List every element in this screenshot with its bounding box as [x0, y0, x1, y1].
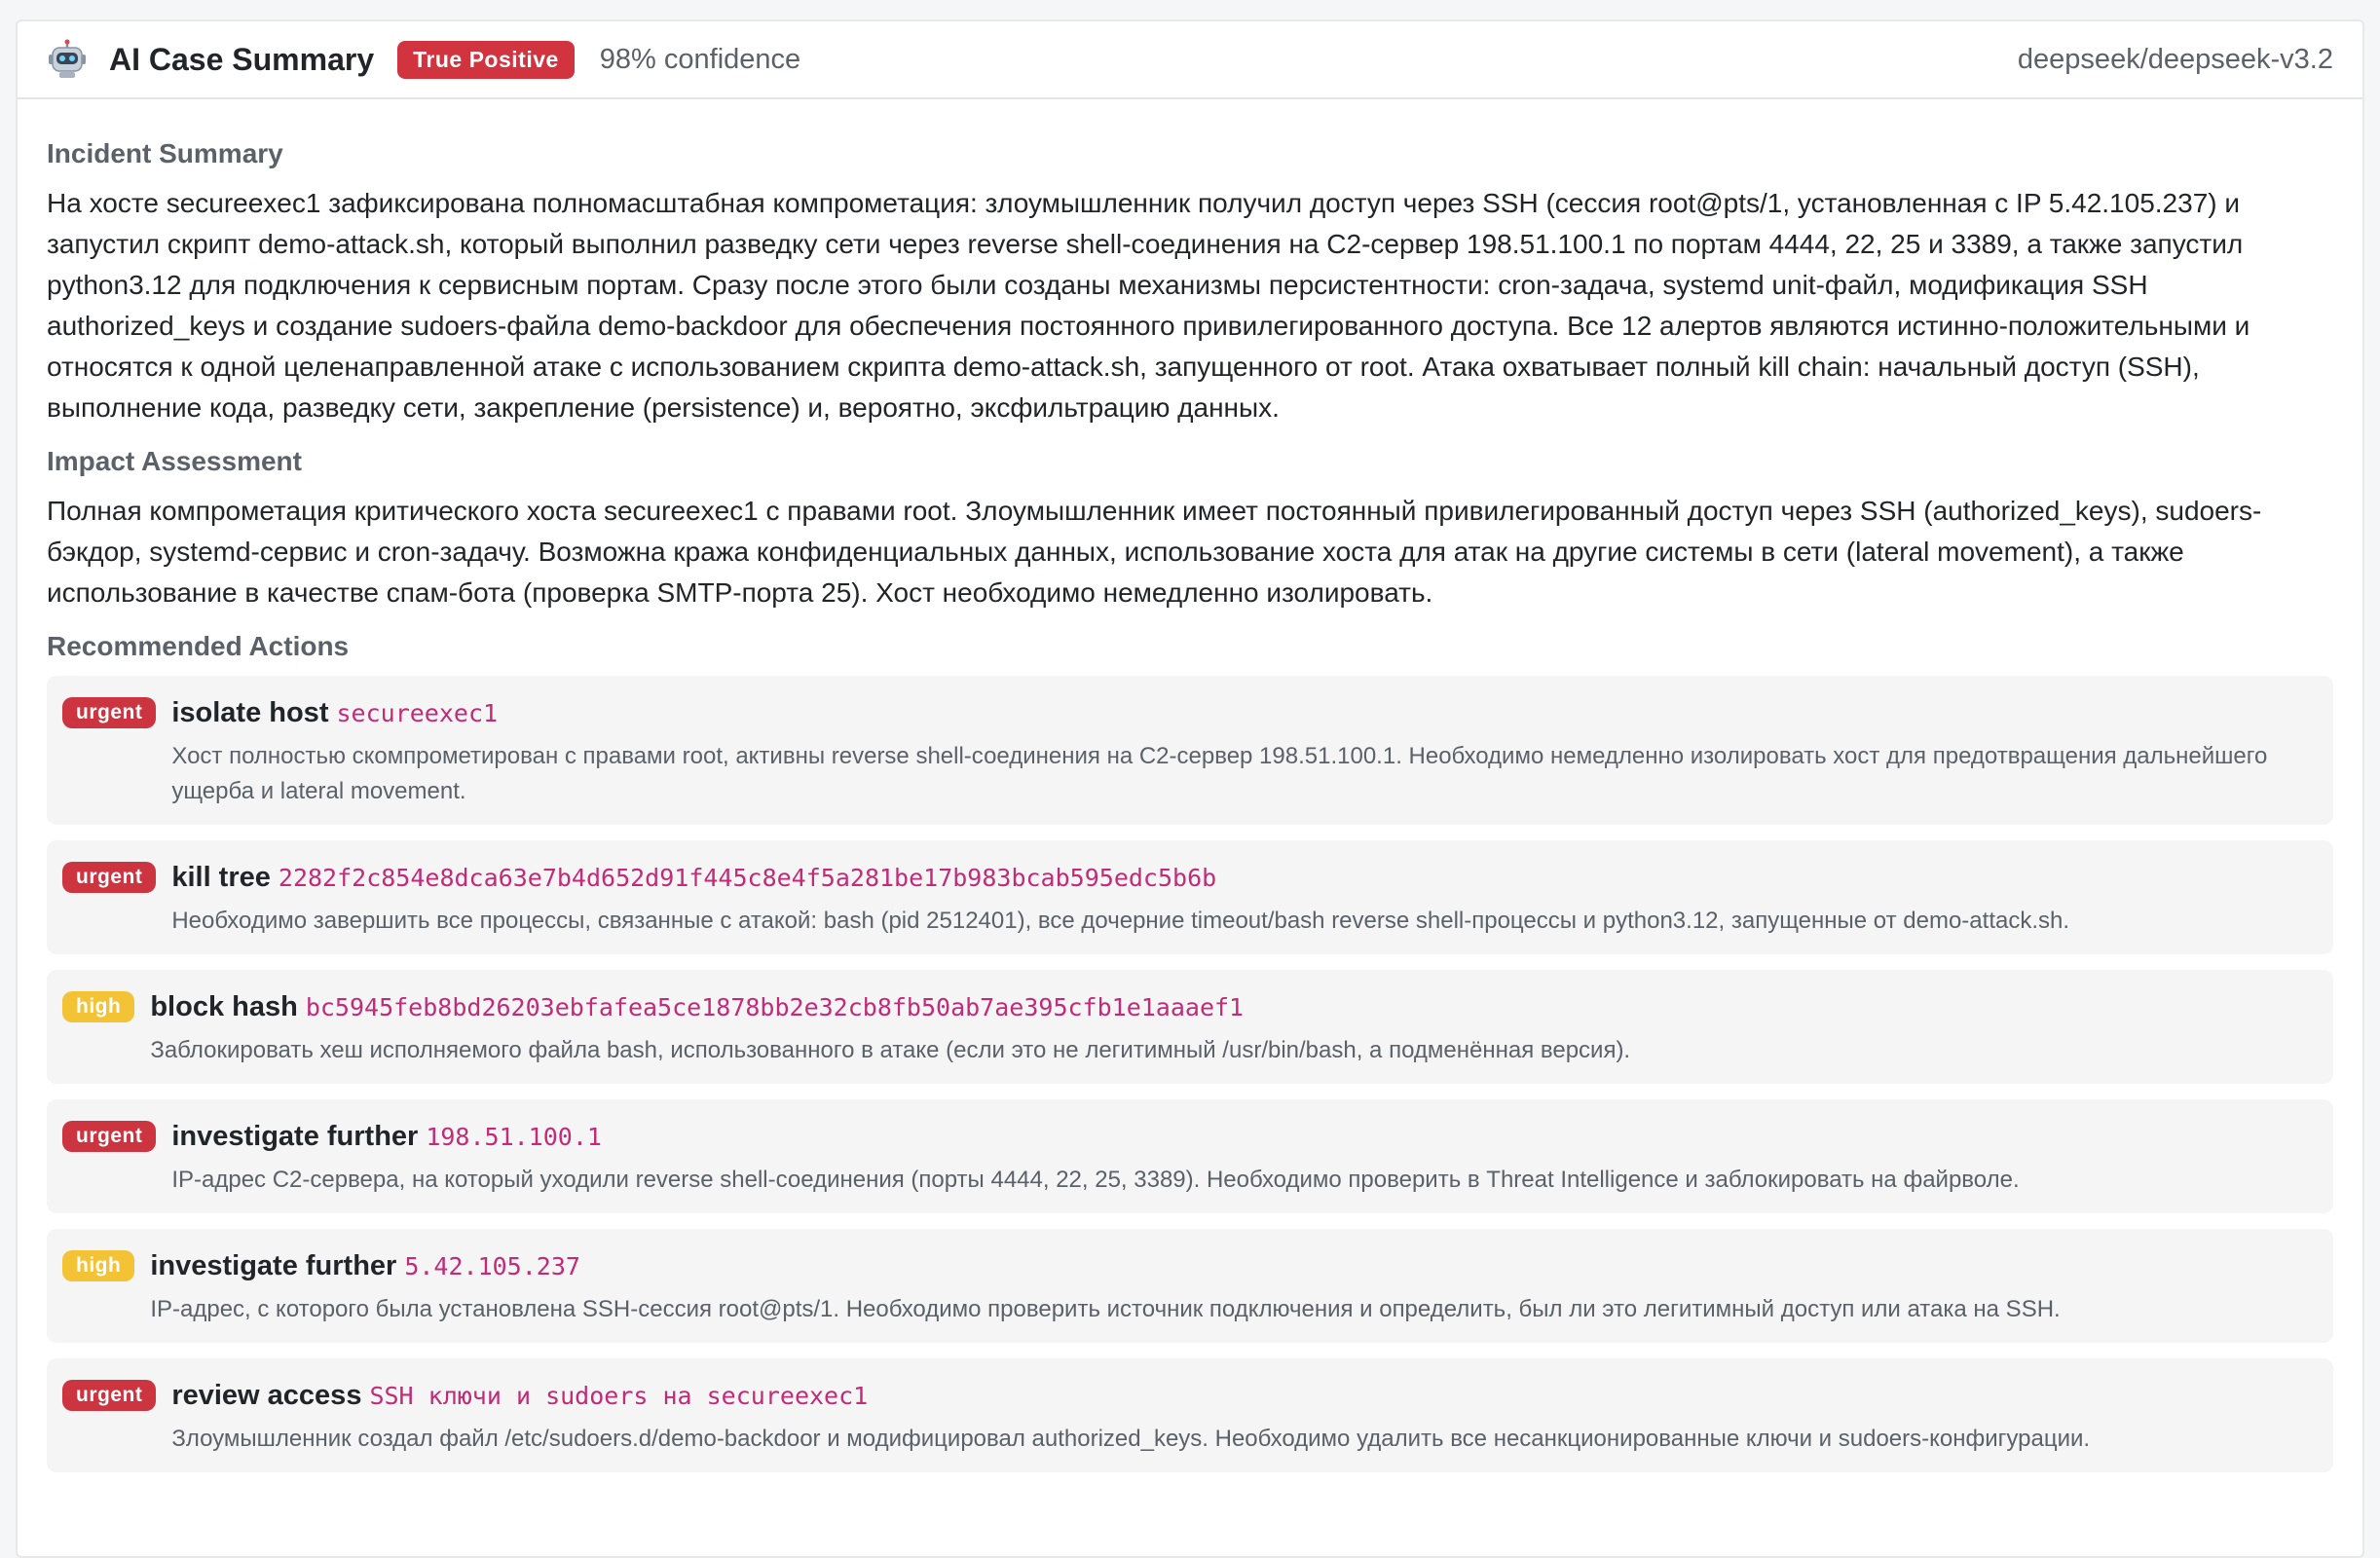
- priority-badge: urgent: [62, 1380, 156, 1411]
- priority-badge: high: [62, 991, 134, 1022]
- verdict-badge: True Positive: [397, 41, 575, 79]
- action-item: [47, 1229, 2333, 1343]
- action-header: [171, 858, 2318, 898]
- action-header: [171, 1117, 2318, 1157]
- action-header: [150, 987, 2318, 1027]
- action-item: [47, 1358, 2333, 1472]
- action-item: [47, 970, 2333, 1084]
- action-header: [150, 1246, 2318, 1286]
- action-body: [171, 693, 2318, 809]
- action-item: [47, 676, 2333, 825]
- action-description: Необходимо завершить все процессы, связанные с атакой: bash (pid 2512401), все дочерние timeout/bash reverse shell-процессы и python3.12, запущенные от demo-attack.sh.: [171, 908, 2070, 934]
- action-body: [150, 1246, 2318, 1327]
- action-type: isolate host: [171, 697, 329, 728]
- priority-badge: urgent: [62, 697, 156, 728]
- impact-assessment-text: Полная компрометация критического хоста secureexec1 с правами root. Злоумышленник имеет постоянный привилегированный доступ через SSH (authorized_keys), sudoers-бэкдор, systemd-сервис и cron-задачу. Возможна кража конфиденциальных данных, использование хоста для атак на другие системы в сети (lateral movement), а также использование в качестве спам-бота (проверка SMTP-порта 25). Хост необходимо немедленно изолировать.: [47, 496, 2262, 608]
- priority-badge: high: [62, 1250, 134, 1281]
- action-type: investigate further: [150, 1250, 397, 1281]
- action-body: [171, 1117, 2318, 1198]
- action-target: bc5945feb8bd26203ebfafea5ce1878bb2e32cb8fb50ab7ae395cfb1e1aaaef1: [305, 993, 1245, 1021]
- panel-title: AI Case Summary: [109, 41, 375, 77]
- action-header: [171, 693, 2318, 733]
- panel-header: [18, 21, 2362, 99]
- confidence-label: 98% confidence: [599, 43, 801, 75]
- ai-case-summary-panel: [16, 19, 2364, 1558]
- action-target: SSH ключи и sudoers на secureexec1: [369, 1382, 869, 1410]
- action-target: 5.42.105.237: [404, 1252, 580, 1280]
- action-item: [47, 1099, 2333, 1213]
- incident-summary-text: На хосте secureexec1 зафиксирована полномасштабная компрометация: злоумышленник получил доступ через SSH (сессия root@pts/1, установленная с IP 5.42.105.237) и запустил скрипт demo-attack.sh, который выполнил разведку сети через reverse shell-соединения на C2-сервер 198.51.100.1 по портам 4444, 22, 25 и 3389, а также запустил python3.12 для подключения к сервисным портам. Сразу после этого были созданы механизмы персистентности: cron-задача, systemd unit-файл, модификация SSH authorized_keys и создание sudoers-файла demo-backdoor для обеспечения постоянного привилегированного доступа. Все 12 алертов являются истинно-положительными и относятся к одной целенаправленной атаке с использованием скрипта demo-attack.sh, запущенного от root. Атака охватывает полный kill chain: начальный доступ (SSH), выполнение кода, разведку сети, закрепление (persistence) и, вероятно, эксфильтрацию данных.: [47, 188, 2250, 423]
- recommended-actions-heading: Recommended Actions: [47, 631, 350, 661]
- robot-icon: [47, 39, 88, 80]
- action-description: Хост полностью скомпрометирован с правами root, активны reverse shell-соединения на C2-сервер 198.51.100.1. Необходимо немедленно изолировать хост для предотвращения дальнейшего ущерба и lateral movement.: [171, 743, 2268, 804]
- action-type: investigate further: [171, 1121, 419, 1152]
- action-header: [171, 1376, 2318, 1416]
- action-description: IP-адрес C2-сервера, на который уходили reverse shell-соединения (порты 4444, 22, 25, 3389). Необходимо проверить в Threat Intelligence и заблокировать на файрволе.: [171, 1167, 2020, 1193]
- priority-badge: urgent: [62, 1121, 156, 1152]
- action-type: kill tree: [171, 862, 271, 893]
- incident-summary-heading: Incident Summary: [47, 138, 283, 168]
- panel-content: [18, 99, 2362, 1472]
- action-target: 2282f2c854e8dca63e7b4d652d91f445c8e4f5a281be17b983bcab595edc5b6b: [278, 864, 1217, 892]
- action-description: IP-адрес, с которого была установлена SSH-сессия root@pts/1. Необходимо проверить источник подключения и определить, был ли это легитимный доступ или атака на SSH.: [150, 1296, 2061, 1322]
- action-body: [171, 858, 2318, 939]
- action-description: Заблокировать хеш исполняемого файла bash, использованного в атаке (если это не легитимный /usr/bin/bash, а подменённая версия).: [150, 1037, 1631, 1063]
- action-description: Злоумышленник создал файл /etc/sudoers.d/demo-backdoor и модифицировал authorized_keys. Необходимо удалить все несанкционированные ключи и sudoers-конфигурации.: [171, 1426, 2091, 1452]
- action-target: 198.51.100.1: [426, 1123, 602, 1151]
- impact-assessment-heading: Impact Assessment: [47, 446, 302, 476]
- priority-badge: urgent: [62, 862, 156, 893]
- model-name: deepseek/deepseek-v3.2: [2017, 43, 2333, 75]
- action-type: review access: [171, 1380, 362, 1411]
- action-body: [171, 1376, 2318, 1457]
- action-item: [47, 840, 2333, 954]
- action-type: block hash: [150, 991, 298, 1022]
- action-target: secureexec1: [336, 699, 499, 727]
- recommended-actions-list: [47, 676, 2333, 1472]
- action-body: [150, 987, 2318, 1068]
